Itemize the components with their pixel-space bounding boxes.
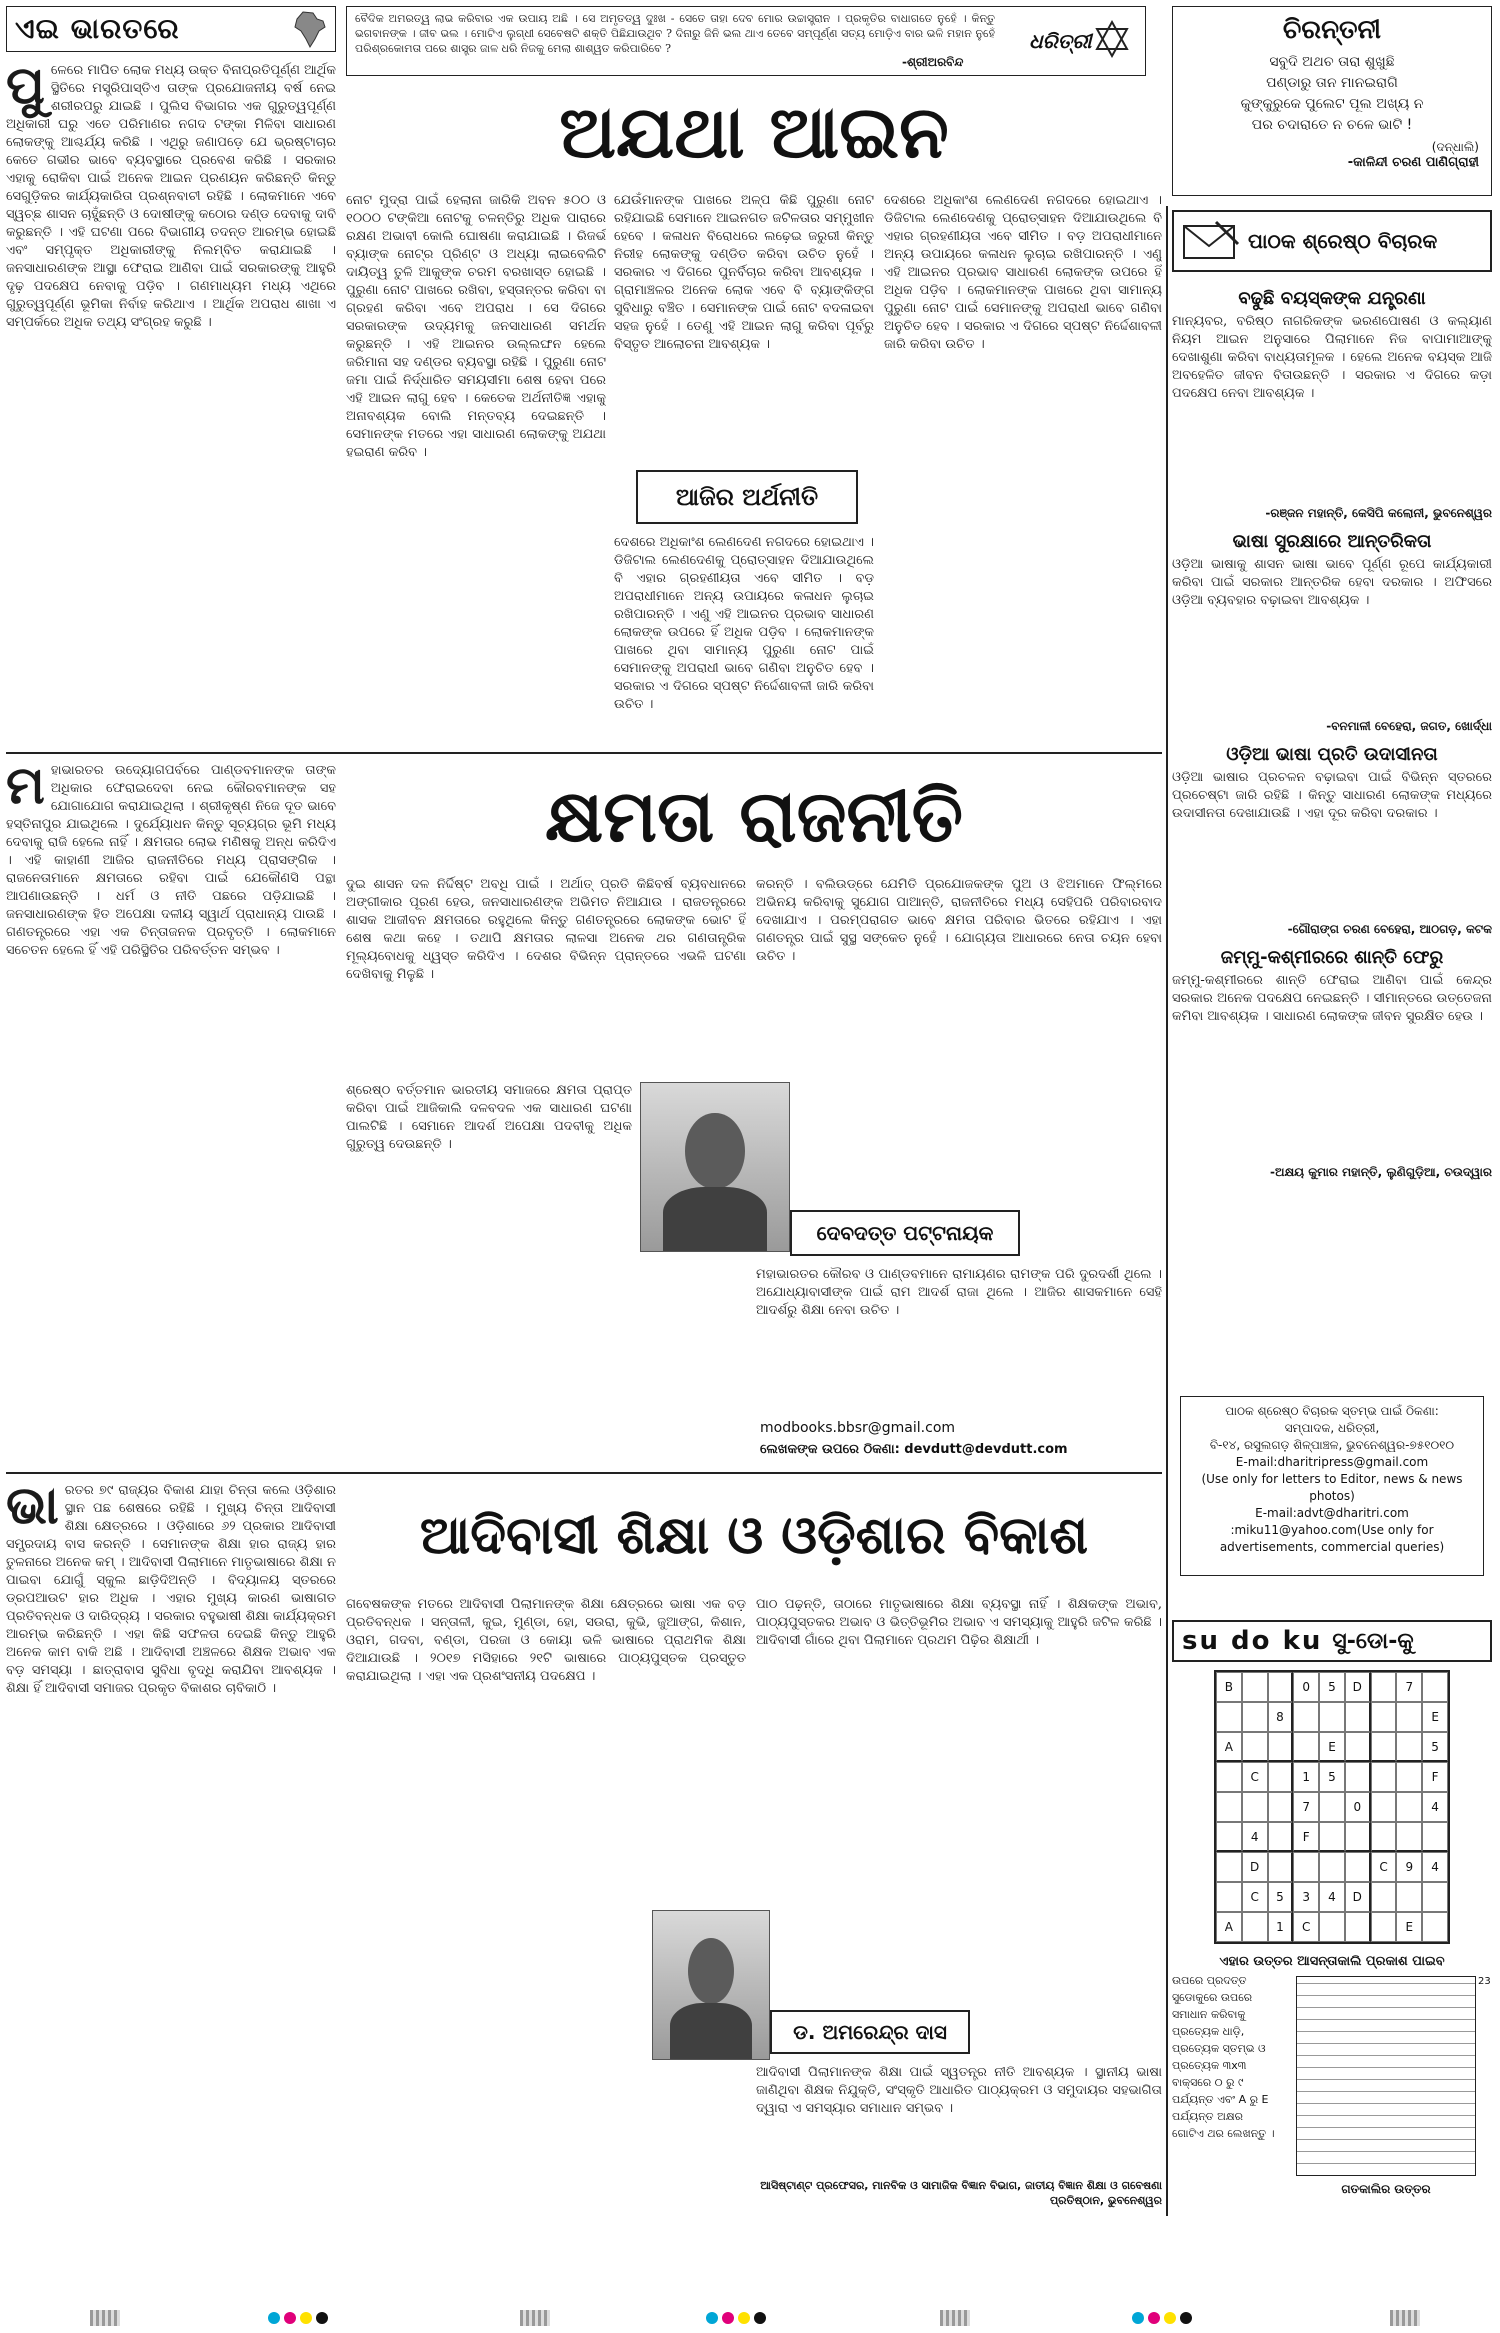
- cyan-swatch: [706, 2312, 718, 2324]
- sudoku-cell: E: [1319, 1732, 1345, 1762]
- divider-2: [6, 1472, 1162, 1474]
- sudoku-cell: [1216, 1882, 1242, 1912]
- article3-right2: ଆଦିବାସୀ ପିଲାମାନଙ୍କ ଶିକ୍ଷା ପାଇଁ ସ୍ୱତନ୍ତ୍ର ନୀତି ଆବଶ୍ୟକ । ସ୍ଥାନୀୟ ଭାଷା ଜାଣିଥିବା ଶିକ୍ଷକ ନିଯୁକ୍ତି, ସଂସ୍କୃତି ଆଧାରିତ ପାଠ୍ୟକ୍ରମ ଓ ସମୁଦାୟର ସହଭାଗିତା ଦ୍ୱାରା ଏ ସମସ୍ୟାର ସମାଧାନ ସମ୍ଭବ ।: [756, 2065, 1162, 2116]
- sudoku-cell: [1396, 1762, 1422, 1792]
- sudoku-cell: 4: [1319, 1882, 1345, 1912]
- sudoku-cell: 4: [1242, 1822, 1268, 1852]
- sudoku-cell: [1319, 1852, 1345, 1882]
- sudoku-cell: [1371, 1702, 1397, 1732]
- letter-body: ଜମ୍ମୁ-କଶ୍ମୀରରେ ଶାନ୍ତି ଫେରାଇ ଆଣିବା ପାଇଁ କେନ୍ଦ୍ର ସରକାର ଅନେକ ପଦକ୍ଷେପ ନେଇଛନ୍ତି । ସୀମାନ୍ତରେ ଉତ୍ତେଜନା କମିବା ଆବଶ୍ୟକ । ସାଧାରଣ ଲୋକଙ୍କ ଜୀବନ ସୁରକ୍ଷିତ ହେଉ ।: [1172, 973, 1492, 1024]
- sudoku-cell: F: [1293, 1822, 1319, 1852]
- sudoku-cell: 5: [1319, 1672, 1345, 1702]
- chirantani-box: [1172, 6, 1492, 196]
- chirantani-title: ଚିରନ୍ତନୀ: [1282, 15, 1382, 45]
- sudoku-cell: 1: [1293, 1762, 1319, 1792]
- sudoku-cell: [1293, 1702, 1319, 1732]
- left-column-text: ଳେରେ ମାପିତ ଲୋକ ମଧ୍ୟ ଉକ୍ତ ବିନାପ୍ରତିପୂର୍ଣ୍ଣ ଆର୍ଥିକ ସ୍ଥିତିରେ ମସ୍ତ୍ରିପାସ୍ତିଏ ତାଙ୍କ ପ୍ରଯୋଜନୀୟ ବର୍ଷ ନେଇ ଶରୀରପରୁ ଯାଇଛି । ପୁଲିସ ବିଭାଗର ଏକ ଗୁରୁତ୍ୱପୂର୍ଣ୍ଣ ଅଧିକାରୀ ଘରୁ ଏତେ ପରିମାଣର ନଗଦ ଟଙ୍କା ମିଳିବା ସାଧାରଣ ଲୋକଙ୍କୁ ଆଶ୍ଚର୍ଯ୍ୟ କରିଛି । ଏଥିରୁ ଜଣାପଡ଼େ ଯେ ଭ୍ରଷ୍ଟାଚାର କେତେ ଗଭୀର ଭାବେ ବ୍ୟବସ୍ଥାରେ ପ୍ରବେଶ କରିଛି । ସରକାର ଏହାକୁ ରୋକିବା ପାଇଁ ଅନେକ ଆଇନ ପ୍ରଣୟନ କରିଛନ୍ତି କିନ୍ତୁ ସେଗୁଡ଼ିକର କାର୍ଯ୍ୟକାରିତା ପ୍ରଶ୍ନବାଚୀ ରହିଛି । ଲୋକମାନେ ଏବେ ସ୍ୱଚ୍ଛ ଶାସନ ଚାହୁଁଛନ୍ତି ଓ ଦୋଷୀଙ୍କୁ କଠୋର ଦଣ୍ଡ ଦେବାକୁ ଦାବି କରୁଛନ୍ତି । ଏହି ଘଟଣା ପରେ ବିଭାଗୀୟ ତଦନ୍ତ ଆରମ୍ଭ ହୋଇଛି ଏବଂ ସମ୍ପୃକ୍ତ ଅଧିକାରୀଙ୍କୁ ନିଲମ୍ବିତ କରାଯାଇଛି । ଜନସାଧାରଣଙ୍କ ଆସ୍ଥା ଫେରାଇ ଆଣିବା ପାଇଁ ସରକାରଙ୍କୁ ଆହୁରି ଦୃଢ଼ ପଦକ୍ଷେପ ନେବାକୁ ପଡ଼ିବ । ଗଣମାଧ୍ୟମ ମଧ୍ୟ ଏଥିରେ ଗୁରୁତ୍ୱପୂର୍ଣ୍ଣ ଭୂମିକା ନିର୍ବାହ କରିଥାଏ । ଆର୍ଥିକ ଅପରାଧ ଶାଖା ଏ ସମ୍ପର୍କରେ ଅଧିକ ତଥ୍ୟ ସଂଗ୍ରହ କରୁଛି ।: [6, 63, 336, 330]
- sudoku-cell: [1242, 1732, 1268, 1762]
- black-swatch: [754, 2312, 766, 2324]
- contact-email-1[interactable]: E-mail:dharitripress@gmail.com: [1235, 1455, 1429, 1469]
- sudoku-answer-note: ଏହାର ଉତ୍ତର ଆସନ୍ତାକାଲି ପ୍ରକାଶ ପାଇବ: [1219, 1954, 1445, 1969]
- right-column-divider: [1166, 206, 1168, 2216]
- sudoku-cell: [1345, 1822, 1371, 1852]
- article3-dropcap: ଭା: [6, 1482, 59, 1536]
- sudoku-cell: [1319, 1792, 1345, 1822]
- sudoku-cell: [1371, 1912, 1397, 1942]
- cyan-swatch: [268, 2312, 280, 2324]
- left-column-story: [6, 62, 336, 742]
- sudoku-cell: [1319, 1912, 1345, 1942]
- article1-tag: ଆଜିର ଅର୍ଥନୀତି: [636, 470, 858, 524]
- sudoku-cell: C: [1293, 1912, 1319, 1942]
- readers-header: [1172, 210, 1492, 272]
- sudoku-cell: [1242, 1792, 1268, 1822]
- contact-email-2[interactable]: E-mail:advt@dharitri.com: [1255, 1506, 1409, 1520]
- sudoku-cell: [1422, 1672, 1448, 1702]
- sudoku-cell: 3: [1293, 1882, 1319, 1912]
- article1-col2-continued: ଦେଶରେ ଅଧିକାଂଶ ଲେଣଦେଣ ନଗଦରେ ହୋଇଥାଏ । ଡିଜିଟାଲ ଲେଣଦେଣକୁ ପ୍ରୋତ୍ସାହନ ଦିଆଯାଉଥିଲେ ବି ଏହାର ଗ୍ରହଣୀୟତା ଏବେ ସୀମିତ । ବଡ଼ ଅପରାଧୀମାନେ ଅନ୍ୟ ଉପାୟରେ କଳାଧନ ଲୁଚାଇ ରଖିପାରନ୍ତି । ଏଣୁ ଏହି ଆଇନର ପ୍ରଭାବ ସାଧାରଣ ଲୋକଙ୍କ ଉପରେ ହିଁ ଅଧିକ ପଡ଼ିବ । ଲୋକମାନଙ୍କ ପାଖରେ ଥିବା ସାମାନ୍ୟ ପୁରୁଣା ନୋଟ ପାଇଁ ସେମାନଙ୍କୁ ଅପରାଧୀ ଭାବେ ଗଣିବା ଅନୁଚିତ ହେବ । ସରକାର ଏ ଦିଗରେ ସ୍ପଷ୍ଟ ନିର୍ଦ୍ଦେଶାବଳୀ ଜାରି କରିବା ଉଚିତ ।: [614, 535, 874, 712]
- author-photo-devdutt: [640, 1082, 790, 1252]
- article3-right: ପାଠ ପଢ଼ନ୍ତି, ତାଠାରେ ମାତୃଭାଷାରେ ଶିକ୍ଷା ବ୍ୟବସ୍ଥା ନାହିଁ । ଶିକ୍ଷକଙ୍କ ଅଭାବ, ପାଠ୍ୟପୁସ୍ତକର ଅଭାବ ଓ ଭିତ୍ତିଭୂମିର ଅଭାବ ଏ ସମସ୍ୟାକୁ ଆହୁରି ଜଟିଳ କରିଛି । ଆଦିବାସୀ ଗାଁରେ ଥିବା ପିଲାମାନେ ପ୍ରଥମ ପିଢ଼ିର ଶିକ୍ଷାର୍ଥୀ ।: [756, 1597, 1162, 1648]
- previous-solution-grid: [1296, 1976, 1476, 2176]
- article2-email[interactable]: modbooks.bbsr@gmail.com: [760, 1420, 956, 1436]
- registration-bar: [1390, 2310, 1420, 2326]
- sudoku-cell: A: [1216, 1912, 1242, 1942]
- letter-body: ଓଡ଼ିଆ ଭାଷାର ପ୍ରଚଳନ ବଢ଼ାଇବା ପାଇଁ ବିଭିନ୍ନ ସ୍ତରରେ ପ୍ରଚେଷ୍ଟା ଜାରି ରହିଛି । କିନ୍ତୁ ସାଧାରଣ ଲୋକଙ୍କ ମଧ୍ୟରେ ଉଦାସୀନତା ଦେଖାଯାଉଛି । ଏହା ଦୂର କରିବା ଦରକାର ।: [1172, 770, 1492, 821]
- sudoku-cell: [1216, 1702, 1242, 1732]
- yellow-swatch: [1164, 2312, 1176, 2324]
- sudoku-cell: D: [1345, 1672, 1371, 1702]
- chirantani-poem: ସବୁଦି ଅଥଚ ତାରା ଶୁଖୁଛି ପଣ୍ଡାରୁ ତାନ ମାନଇରାଗି କୁଙ୍କୁରୁକେ ପୁଲେଟ ପୂଲ ଅଖ୍ୟ ନ ପର ଚଦାରାତେ ନ ଚଳେ ଭାଟି !: [1240, 54, 1424, 133]
- sudoku-cell: [1345, 1852, 1371, 1882]
- article2-mid2: ଶ୍ରେଷ୍ଠ ବର୍ତ୍ତମାନ ଭାରତୀୟ ସମାଜରେ କ୍ଷମତା ପ୍ରାପ୍ତ କରିବା ପାଇଁ ଆଜିକାଲି ଦଳବଦଳ ଏକ ସାଧାରଣ ଘଟଣା ପାଲଟିଛି । ସେମାନେ ଆଦର୍ଶ ଅପେକ୍ଷା ପଦବୀକୁ ଅଧିକ ଗୁରୁତ୍ୱ ଦେଉଛନ୍ତି ।: [346, 1083, 632, 1152]
- sudoku-cell: [1371, 1732, 1397, 1762]
- readers-contact: ପାଠକ ଶ୍ରେଷ୍ଠ ବିଚାରକ ସ୍ତମ୍ଭ ପାଇଁ ଠିକଣା: ସମ୍ପାଦକ, ଧରିତ୍ରୀ, ବି-୧୪, ରସୁଲଗଡ଼ ଶିଳ୍ପାଞ୍ଚଳ, ଭୁବନେଶ୍ୱର-୭୫୧୦୧୦ E-mail:dharitripress@gmail.com (Use only for letters to Editor, news & news photos) E-mail:advt@dharitri.com :miku11@yahoo.com(Use only for advertisements, commercial queries): [1180, 1396, 1484, 1576]
- article2-footer: ଲେଖକଙ୍କ ଉପରେ ଠିକଣା: devdutt@devdutt.com: [760, 1442, 1068, 1457]
- sudoku-cell: 4: [1422, 1852, 1448, 1882]
- magenta-swatch: [284, 2312, 296, 2324]
- sudoku-cell: [1319, 1702, 1345, 1732]
- registration-bar: [90, 2310, 120, 2326]
- sudoku-cell: [1242, 1672, 1268, 1702]
- reader-letters: [1172, 282, 1492, 1282]
- sudoku-cell: 7: [1293, 1792, 1319, 1822]
- sudoku-cell: [1396, 1702, 1422, 1732]
- black-swatch: [316, 2312, 328, 2324]
- sudoku-cell: [1216, 1792, 1242, 1822]
- readers-title: ପାଠକ ଶ୍ରେଷ୍ଠ ବିଚାରକ: [1248, 229, 1438, 253]
- sudoku-cell: C: [1371, 1852, 1397, 1882]
- yellow-swatch: [738, 2312, 750, 2324]
- contact-email-3[interactable]: :miku11@yahoo.com(Use only for advertisements, commercial queries): [1219, 1523, 1445, 1554]
- sudoku-cell: 7: [1396, 1672, 1422, 1702]
- letter-body: ମାନ୍ୟବର, ବରିଷ୍ଠ ନାଗରିକଙ୍କ ଭରଣପୋଷଣ ଓ କଲ୍ୟାଣ ନିୟମ ଆଇନ ଅନୁସାରେ ପିଲାମାନେ ନିଜ ବାପାମାଆଙ୍କୁ ଦେଖାଶୁଣା କରିବା ବାଧ୍ୟତାମୂଳକ । ହେଲେ ଅନେକ ବୟସ୍କ ଆଜି ଅବହେଳିତ ଜୀବନ ବିତାଉଛନ୍ତି । ସରକାର ଏ ଦିଗରେ କଡ଼ା ପଦକ୍ଷେପ ନେବା ଆବଶ୍ୟକ ।: [1172, 314, 1492, 401]
- sudoku-cell: [1396, 1882, 1422, 1912]
- envelope-icon: [1182, 220, 1240, 262]
- letter-sign: -ଗୌରାଙ୍ଗ ଚରଣ ବେହେରା, ଆଠଗଡ଼, କଟକ: [1287, 922, 1492, 936]
- article1-col3: ଦେଶରେ ଅଧିକାଂଶ ଲେଣଦେଣ ନଗଦରେ ହୋଇଥାଏ । ଡିଜିଟାଲ ଲେଣଦେଣକୁ ପ୍ରୋତ୍ସାହନ ଦିଆଯାଉଥିଲେ ବି ଏହାର ଗ୍ରହଣୀୟତା ଏବେ ସୀମିତ । ବଡ଼ ଅପରାଧୀମାନେ ଅନ୍ୟ ଉପାୟରେ କଳାଧନ ଲୁଚାଇ ରଖିପାରନ୍ତି । ଏଣୁ ଏହି ଆଇନର ପ୍ରଭାବ ସାଧାରଣ ଲୋକଙ୍କ ଉପରେ ହିଁ ଅଧିକ ପଡ଼ିବ । ଲୋକମାନଙ୍କ ପାଖରେ ଥିବା ସାମାନ୍ୟ ପୁରୁଣା ନୋଟ ପାଇଁ ସେମାନଙ୍କୁ ଅପରାଧୀ ଭାବେ ଗଣିବା ଅନୁଚିତ ହେବ । ସରକାର ଏ ଦିଗରେ ସ୍ପଷ୍ଟ ନିର୍ଦ୍ଦେଶାବଳୀ ଜାରି କରିବା ଉଚିତ ।: [884, 193, 1162, 352]
- quote-box: [346, 6, 1146, 76]
- sudoku-cell: 5: [1319, 1762, 1345, 1792]
- sudoku-cell: 0: [1293, 1672, 1319, 1702]
- sudoku-cell: [1242, 1702, 1268, 1732]
- article2-right2: ମହାଭାରତର କୌରବ ଓ ପାଣ୍ଡବମାନେ ରାମାୟଣର ରାମଙ୍କ ପରି ଦୁରଦର୍ଶୀ ଥିଲେ । ଅଯୋଧ୍ୟାବାସୀଙ୍କ ପାଇଁ ରାମ ଆଦର୍ଶ ରାଜା ଥିଲେ । ଆଜିର ଶାସକମାନେ ସେହି ଆଦର୍ଶରୁ ଶିକ୍ଷା ନେବା ଉଚିତ ।: [756, 1267, 1162, 1318]
- sudoku-cell: [1268, 1852, 1294, 1882]
- article2-mid: ଦୁଇ ଶାସନ ଦଳ ନିର୍ଦ୍ଦିଷ୍ଟ ଅବଧି ପାଇଁ । ଅର୍ଥାତ୍ ପ୍ରତି କିଛିବର୍ଷ ବ୍ୟବଧାନରେ ଅଙ୍ଗୀକାର ପୂରଣ ହେଉ, ଜନସାଧାରଣଙ୍କ ଅଭିମତ ନିଆଯାଉ । ରାଜତନ୍ତ୍ରରେ ଶାସକ ଆଜୀବନ କ୍ଷମତାରେ ରହୁଥିଲେ କିନ୍ତୁ ଗଣତନ୍ତ୍ରରେ ଲୋକଙ୍କ ଭୋଟ ହିଁ ଶେଷ କଥା କହେ । ତଥାପି କ୍ଷମତାର ଲାଳସା ଅନେକ ଥର ଗଣତାନ୍ତ୍ରିକ ମୂଲ୍ୟବୋଧକୁ ଧ୍ୱସ୍ତ କରିଦିଏ । ଦେଶର ବିଭିନ୍ନ ପ୍ରାନ୍ତରେ ଏଭଳି ଘଟଣା ଦେଖିବାକୁ ମିଳୁଛି ।: [346, 877, 746, 982]
- sudoku-cell: [1371, 1792, 1397, 1822]
- sudoku-cell: [1371, 1882, 1397, 1912]
- sudoku-grid: [1214, 1670, 1450, 1944]
- india-map-icon: [289, 9, 329, 49]
- letter-title: ବଢୁଛି ବୟସ୍କଙ୍କ ଯନ୍ତ୍ରଣା: [1238, 288, 1426, 309]
- reader-letter: [1172, 531, 1492, 734]
- page-number: 23: [1478, 1976, 1491, 1987]
- letter-sign: -ରଞ୍ଜନ ମହାନ୍ତି, କେସିପି କଲୋନୀ, ଭୁବନେଶ୍ୱର: [1265, 506, 1492, 520]
- sudoku-cell: 0: [1345, 1792, 1371, 1822]
- letter-sign: -ବନମାଳୀ ବେହେରା, ଜଗତ, ଖୋର୍ଦ୍ଧା: [1326, 719, 1492, 733]
- article1-headline: ଅଯଥା ଆଇନ: [559, 90, 949, 174]
- chirantani-author: -କାଳିନ୍ଦୀ ଚରଣ ପାଣିଗ୍ରାହୀ: [1347, 155, 1479, 170]
- letter-body: ଓଡ଼ିଆ ଭାଷାକୁ ଶାସନ ଭାଷା ଭାବେ ପୂର୍ଣ୍ଣ ରୂପେ କାର୍ଯ୍ୟକାରୀ କରିବା ପାଇଁ ସରକାର ଆନ୍ତରିକ ହେବା ଦରକାର । ଅଫିସରେ ଓଡ଼ିଆ ବ୍ୟବହାର ବଢ଼ାଇବା ଆବଶ୍ୟକ ।: [1172, 557, 1492, 608]
- yellow-swatch: [300, 2312, 312, 2324]
- sudoku-cell: [1268, 1822, 1294, 1852]
- sudoku-cell: C: [1242, 1882, 1268, 1912]
- black-swatch: [1180, 2312, 1192, 2324]
- divider-1: [6, 752, 1162, 754]
- reader-letter: [1172, 288, 1492, 521]
- sudoku-cell: 1: [1268, 1912, 1294, 1942]
- sudoku-cell: [1345, 1732, 1371, 1762]
- sudoku-cell: E: [1422, 1702, 1448, 1732]
- previous-solution-label: ଗତକାଲିର ଉତ୍ତର: [1341, 2182, 1431, 2196]
- sudoku-cell: [1216, 1852, 1242, 1882]
- section-logo-text: ଏଇ ଭାରତରେ: [15, 12, 180, 45]
- dropcap: ପୁ: [6, 62, 45, 116]
- article3-footer: ଆସିଷ୍ଟାଣ୍ଟ ପ୍ରଫେସର, ମାନବିକ ଓ ସାମାଜିକ ବିଜ୍ଞାନ ବିଭାଗ, ଜାତୀୟ ବିଜ୍ଞାନ ଶିକ୍ଷା ଓ ଗବେଷଣା ପ୍ରତିଷ୍ଠାନ, ଭୁବନେଶ୍ୱର: [760, 2179, 1162, 2207]
- magenta-swatch: [1148, 2312, 1160, 2324]
- sudoku-cell: [1371, 1822, 1397, 1852]
- sudoku-cell: D: [1242, 1852, 1268, 1882]
- article2-headline: କ୍ଷମତା ରାଜନୀତି: [545, 774, 963, 858]
- sudoku-cell: [1345, 1762, 1371, 1792]
- quote-author: -ଶ୍ରୀଅରବିନ୍ଦ: [902, 55, 964, 69]
- magenta-swatch: [722, 2312, 734, 2324]
- sudoku-box: [1172, 1620, 1492, 2220]
- sudoku-cell: [1345, 1912, 1371, 1942]
- sudoku-cell: 5: [1268, 1882, 1294, 1912]
- sudoku-cell: [1371, 1762, 1397, 1792]
- author-photo-amarendra: [652, 1910, 770, 2060]
- sudoku-title-row: [1172, 1620, 1492, 1662]
- sudoku-cell: E: [1396, 1912, 1422, 1942]
- sudoku-cell: [1242, 1912, 1268, 1942]
- sudoku-cell: D: [1345, 1882, 1371, 1912]
- sudoku-cell: [1422, 1912, 1448, 1942]
- sudoku-cell: C: [1242, 1762, 1268, 1792]
- sudoku-cell: [1293, 1852, 1319, 1882]
- article3-left: ଭା ରତର ୭୯ ରାଜ୍ୟର ବିକାଶ ଯାହା ଚିନ୍ତା କଲେ ଓଡ଼ିଶାର ସ୍ଥାନ ପଛ ଶେଷରେ ରହିଛି । ମୁଖ୍ୟ ଚିନ୍ତା ଆଦିବାସୀ ଶିକ୍ଷା କ୍ଷେତ୍ରରେ । ଓଡ଼ିଶାରେ ୬୨ ପ୍ରକାର ଆଦିବାସୀ ସମ୍ପ୍ରଦାୟ ବାସ କରନ୍ତି । ସେମାନଙ୍କ ଶିକ୍ଷା ହାର ରାଜ୍ୟ ହାର ତୁଳନାରେ ଅନେକ କମ୍ । ଆଦିବାସୀ ପିଲାମାନେ ମାତୃଭାଷାରେ ଶିକ୍ଷା ନ ପାଇବା ଯୋଗୁଁ ସ୍କୁଲ ଛାଡ଼ିଦିଅନ୍ତି । ବିଦ୍ୟାଳୟ ସ୍ତରରେ ଡ୍ରପଆଉଟ ହାର ଅଧିକ । ଏହାର ମୁଖ୍ୟ କାରଣ ଭାଷାଗତ ପ୍ରତିବନ୍ଧକ ଓ ଦାରିଦ୍ର୍ୟ । ସରକାର ବହୁଭାଷୀ ଶିକ୍ଷା କାର୍ଯ୍ୟକ୍ରମ ଆରମ୍ଭ କରିଛନ୍ତି । ଏହା କିଛି ସଫଳତା ଦେଇଛି କିନ୍ତୁ ଆହୁରି ଅନେକ କାମ ବାକି ଅଛି । ଆଦିବାସୀ ଅଞ୍ଚଳରେ ଶିକ୍ଷକ ଅଭାବ ଏକ ବଡ଼ ସମସ୍ୟା । ଛାତ୍ରାବାସ ସୁବିଧା ବୃଦ୍ଧି କରାଯିବା ଆବଶ୍ୟକ । ଶିକ୍ଷା ହିଁ ଆଦିବାସୀ ସମାଜର ପ୍ରକୃତ ବିକାଶର ଚାବିକାଠି ।: [6, 1482, 336, 1696]
- registration-bar: [940, 2310, 970, 2326]
- reader-letter: [1172, 744, 1492, 937]
- sudoku-cell: [1293, 1732, 1319, 1762]
- sudoku-cell: [1396, 1792, 1422, 1822]
- sudoku-cell: [1422, 1822, 1448, 1852]
- sudoku-cell: [1268, 1792, 1294, 1822]
- sudoku-cell: A: [1216, 1732, 1242, 1762]
- sudoku-cell: B: [1216, 1672, 1242, 1702]
- brand-logo: ଧରିତ୍ରୀ: [1029, 29, 1092, 53]
- article2-left: ମ ହାଭାରତର ଉଦ୍ୟୋଗପର୍ବରେ ପାଣ୍ଡବମାନଙ୍କ ତାଙ୍କ ଅଧିକାର ଫେରାଇଦେବା ନେଇ କୌରବମାନଙ୍କ ସହ ଯୋଗାଯୋଗ କରାଯାଇଥିଲା । ଶ୍ରୀକୃଷ୍ଣ ନିଜେ ଦୂତ ଭାବେ ହସ୍ତିନାପୁର ଯାଇଥିଲେ । ଦୁର୍ଯ୍ୟୋଧନ କିନ୍ତୁ ସୂଚ୍ୟଗ୍ର ଭୂମି ମଧ୍ୟ ଦେବାକୁ ରାଜି ହେଲେ ନାହିଁ । କ୍ଷମତାର ଲୋଭ ମଣିଷକୁ ଅନ୍ଧ କରିଦିଏ । ଏହି କାହାଣୀ ଆଜିର ରାଜନୀତିରେ ମଧ୍ୟ ପ୍ରାସଙ୍ଗିକ । ରାଜନେତାମାନେ କ୍ଷମତାରେ ରହିବା ପାଇଁ ଯେକୌଣସି ପନ୍ଥା ଆପଣାଉଛନ୍ତି । ଧର୍ମ ଓ ନୀତି ପଛରେ ପଡ଼ିଯାଇଛି । ଜନସାଧାରଣଙ୍କ ହିତ ଅପେକ୍ଷା ଦଳୀୟ ସ୍ୱାର୍ଥ ପ୍ରାଧାନ୍ୟ ପାଉଛି । ଗଣତନ୍ତ୍ରରେ ଏହା ଏକ ଚିନ୍ତାଜନକ ପ୍ରବୃତ୍ତି । ଲୋକମାନେ ସଚେତନ ହେଲେ ହିଁ ଏହି ପରିସ୍ଥିତିର ପରିବର୍ତ୍ତନ ସମ୍ଭବ ।: [6, 762, 336, 958]
- letter-sign: -ଅକ୍ଷୟ କୁମାର ମହାନ୍ତି, ଲୁଣିଗୁଡ଼ିଆ, ଚଉଦ୍ୱାର: [1270, 1165, 1492, 1179]
- letter-title: ଓଡ଼ିଆ ଭାଷା ପ୍ରତି ଉଦାସୀନତା: [1226, 744, 1438, 765]
- sudoku-cell: [1422, 1882, 1448, 1912]
- reader-letter: [1172, 947, 1492, 1180]
- cyan-swatch: [1132, 2312, 1144, 2324]
- article2-dropcap: ମ: [6, 762, 45, 816]
- article2-author: ଦେବଦତ୍ତ ପଟ୍ଟନାୟକ: [790, 1210, 1020, 1256]
- sudoku-cell: [1319, 1822, 1345, 1852]
- sudoku-title-odia: ସୁ-ଡୋ-କୁ: [1332, 1628, 1414, 1654]
- article3-mid: ଗବେଷକଙ୍କ ମତରେ ଆଦିବାସୀ ପିଲାମାନଙ୍କ ଶିକ୍ଷା କ୍ଷେତ୍ରରେ ଭାଷା ଏକ ବଡ଼ ପ୍ରତିବନ୍ଧକ । ସନ୍ତାଳୀ, କୁଇ, ମୁଣ୍ଡା, ହୋ, ସଉରା, କୁଭି, ଜୁଆଙ୍ଗ, କିଶାନ, ଓରାମ, ଗଦବା, ବଣ୍ଡା, ପରଜା ଓ କୋୟା ଭଳି ଭାଷାରେ ପ୍ରାଥମିକ ଶିକ୍ଷା ଦିଆଯାଉଛି । ୨୦୧୭ ମସିହାରେ ୨୧ଟି ଭାଷାରେ ପାଠ୍ୟପୁସ୍ତକ ପ୍ରସ୍ତୁତ କରାଯାଇଥିଲା । ଏହା ଏକ ପ୍ରଶଂସନୀୟ ପଦକ୍ଷେପ ।: [346, 1597, 746, 1684]
- sudoku-cell: 9: [1396, 1852, 1422, 1882]
- article1-col2: ଯେଉଁମାନଙ୍କ ପାଖରେ ଅଳ୍ପ କିଛି ପୁରୁଣା ନୋଟ ରହିଯାଇଛି ସେମାନେ ଆଇନଗତ ଜଟିଳତାର ସମ୍ମୁଖୀନ ହେବେ । କଳାଧନ ବିରୋଧରେ ଲଢ଼େଇ ଜରୁରୀ କିନ୍ତୁ ନିରୀହ ଲୋକଙ୍କୁ ଦଣ୍ଡିତ କରିବା ଉଚିତ ନୁହେଁ । ସରକାର ଏ ଦିଗରେ ପୁନର୍ବିଚାର କରିବା ଆବଶ୍ୟକ । ଗ୍ରାମାଞ୍ଚଳର ଅନେକ ଲୋକ ଏବେ ବି ବ୍ୟାଙ୍କିଙ୍ଗ ସୁବିଧାରୁ ବଞ୍ଚିତ । ସେମାନଙ୍କ ପାଇଁ ନୋଟ ବଦଳାଇବା ସହଜ ନୁହେଁ । ତେଣୁ ଏହି ଆଇନ ଲାଗୁ କରିବା ପୂର୍ବରୁ ବିସ୍ତୃତ ଆଲୋଚନା ଆବଶ୍ୟକ ।: [614, 193, 874, 352]
- article3-headline: ଆଦିବାସୀ ଶିକ୍ଷା ଓ ଓଡ଼ିଶାର ବିକାଶ: [419, 1506, 1089, 1566]
- sudoku-cell: [1268, 1672, 1294, 1702]
- letter-title: ଭାଷା ସୁରକ୍ଷାରେ ଆନ୍ତରିକତା: [1232, 531, 1432, 552]
- sudoku-cell: F: [1422, 1762, 1448, 1792]
- sudoku-cell: 4: [1422, 1792, 1448, 1822]
- sudoku-cell: [1216, 1762, 1242, 1792]
- quote-text: ବୈଦିକ ଅମରତ୍ୱ ଲାଭ କରିବାର ଏକ ଉପାୟ ଅଛି । ସେ ଅମୃତତ୍ୱ ଦୁଃଖ - ସେତେ ତାହା ଦେବ ମୋର ଉଚ୍ଚାସ୍ତ୍ରାନ । ପ୍ରକୃତିର ବାଧାଗତେ ନୁହେଁ । କିନ୍ତୁ ଭଗବାନଙ୍କ । ଜୀବ ଭଲ । ମୋଟିଏ ଲୁଗ୍ଧୀ ସେବେଷଟି ଶକ୍ତି ପିଛିଯାଉଥିବ ? ଦିନାରୁ ଜିନି ଭଲ ଥାଏ ତେବେ ସମ୍ପୂର୍ଣ୍ଣ ସତ୍ୟ ମୋଡ଼ିଏ ବାର ଭଳି ମହାନ ନୁହେଁ ପରିଶ୍ରକୋମତା ପରେ ଶାସ୍ତ୍ର ଜାଳ ଧରି ନିଜକୁ ମେଲା ଶାଶ୍ୱତ କରିପାରିବେ ?: [355, 12, 995, 55]
- sudoku-cell: [1371, 1672, 1397, 1702]
- registration-bar: [520, 2310, 550, 2326]
- sudoku-cell: [1216, 1822, 1242, 1852]
- sudoku-rules: ଉପରେ ପ୍ରଦତ୍ତ ସୁଡୋକୁରେ ଉପରେ ସମାଧାନ କରିବାକୁ ପ୍ରତ୍ୟେକ ଧାଡ଼ି, ପ୍ରତ୍ୟେକ ସ୍ତମ୍ଭ ଓ ପ୍ରତ୍ୟେକ ୩x୩ ବାକ୍ସରେ ୦ ରୁ ୯ ପର୍ଯ୍ୟନ୍ତ ଏବଂ A ରୁ E ପର୍ଯ୍ୟନ୍ତ ଅକ୍ଷର ଗୋଟିଏ ଥର ଲେଖନ୍ତୁ ।: [1172, 1974, 1275, 2140]
- chirantani-source: (ଦନ୍ଧାଲି): [1431, 140, 1479, 154]
- sudoku-cell: 8: [1268, 1702, 1294, 1732]
- sudoku-cell: [1396, 1822, 1422, 1852]
- sudoku-cell: 5: [1422, 1732, 1448, 1762]
- letter-title: ଜମ୍ମୁ-କଶ୍ମୀରରେ ଶାନ୍ତି ଫେରୁ: [1220, 947, 1444, 968]
- article2-right: କରନ୍ତି । ବଲିଉଡ୍ରେ ଯେମିତି ପ୍ରଯୋଜକଙ୍କ ପୁଅ ଓ ଝିଅମାନେ ଫିଲ୍ମରେ ଅଭିନୟ କରିବାକୁ ସୁଯୋଗ ପାଆନ୍ତି, ରାଜନୀତିରେ ମଧ୍ୟ ସେହିପରି ପରିବାରବାଦ ଦେଖାଯାଏ । ପରମ୍ପରାଗତ ଭାବେ କ୍ଷମତା ପରିବାର ଭିତରେ ରହିଯାଏ । ଏହା ଗଣତନ୍ତ୍ର ପାଇଁ ସୁସ୍ଥ ସଙ୍କେତ ନୁହେଁ । ଯୋଗ୍ୟତା ଆଧାରରେ ନେତା ଚୟନ ହେବା ଉଚିତ ।: [756, 877, 1162, 964]
- sudoku-cell: [1268, 1732, 1294, 1762]
- sudoku-title: su do ku: [1182, 1626, 1323, 1656]
- sudoku-cell: [1396, 1732, 1422, 1762]
- sudoku-cell: [1268, 1762, 1294, 1792]
- sudoku-cell: [1345, 1702, 1371, 1732]
- article3-author: ଡ. ଅମରେନ୍ଦ୍ର ଦାସ: [770, 2010, 970, 2054]
- article1-col1: ନୋଟ ମୁଦ୍ରା ପାଇଁ ହେଲାନା ଜାରିକି ଅବନ ୫୦୦ ଓ ୧୦୦୦ ଟଙ୍କିଆ ନୋଟକୁ ଚଳନ୍ତିରୁ ଅଧିକ ପାରାରେ ରକ୍ଷଣ ଅଭାବୀ କୋଲି ଘୋଷଣା କରାଯାଇଛି । ରିଜର୍ଭ ବ୍ୟାଙ୍କ ନୋଟ୍ର ପ୍ରିଣ୍ଟ ଓ ଅଧ୍ୟା ଲାଇବେଲିଟି ଦାୟିତ୍ୱ ତୁଳି ଆକୁଙ୍କ ଚରମ ବରଖାସ୍ତ ହୋଇଛି । ପୁରୁଣା ନୋଟ ପାଖରେ ରଖିବା, ହସ୍ତାନ୍ତର କରିବା ବା ଗ୍ରହଣ କରିବା ଏବେ ଅପରାଧ । ସେ ଦିଗରେ ସରକାରଙ୍କ ଉଦ୍ୟମକୁ ଜନସାଧାରଣ ସମର୍ଥନ କରୁଛନ୍ତି । ଏହି ଆଇନର ଉଲ୍ଲଙ୍ଘନ ହେଲେ ଜରିମାନା ସହ ଦଣ୍ଡର ବ୍ୟବସ୍ଥା ରହିଛି । ପୁରୁଣା ନୋଟ ଜମା ପାଇଁ ନିର୍ଦ୍ଧାରିତ ସମୟସୀମା ଶେଷ ହେବା ପରେ ଏହି ଆଇନ ଲାଗୁ ହେବ । କେତେକ ଅର୍ଥନୀତିଜ୍ଞ ଏହାକୁ ଅନାବଶ୍ୟକ ବୋଲି ମନ୍ତବ୍ୟ ଦେଇଛନ୍ତି । ସେମାନଙ୍କ ମତରେ ଏହା ସାଧାରଣ ଲୋକଙ୍କୁ ଅଯଥା ହଇରାଣ କରିବ ।: [346, 193, 606, 460]
- star-emblem-icon: [1092, 19, 1132, 59]
- section-logo: [6, 6, 336, 52]
